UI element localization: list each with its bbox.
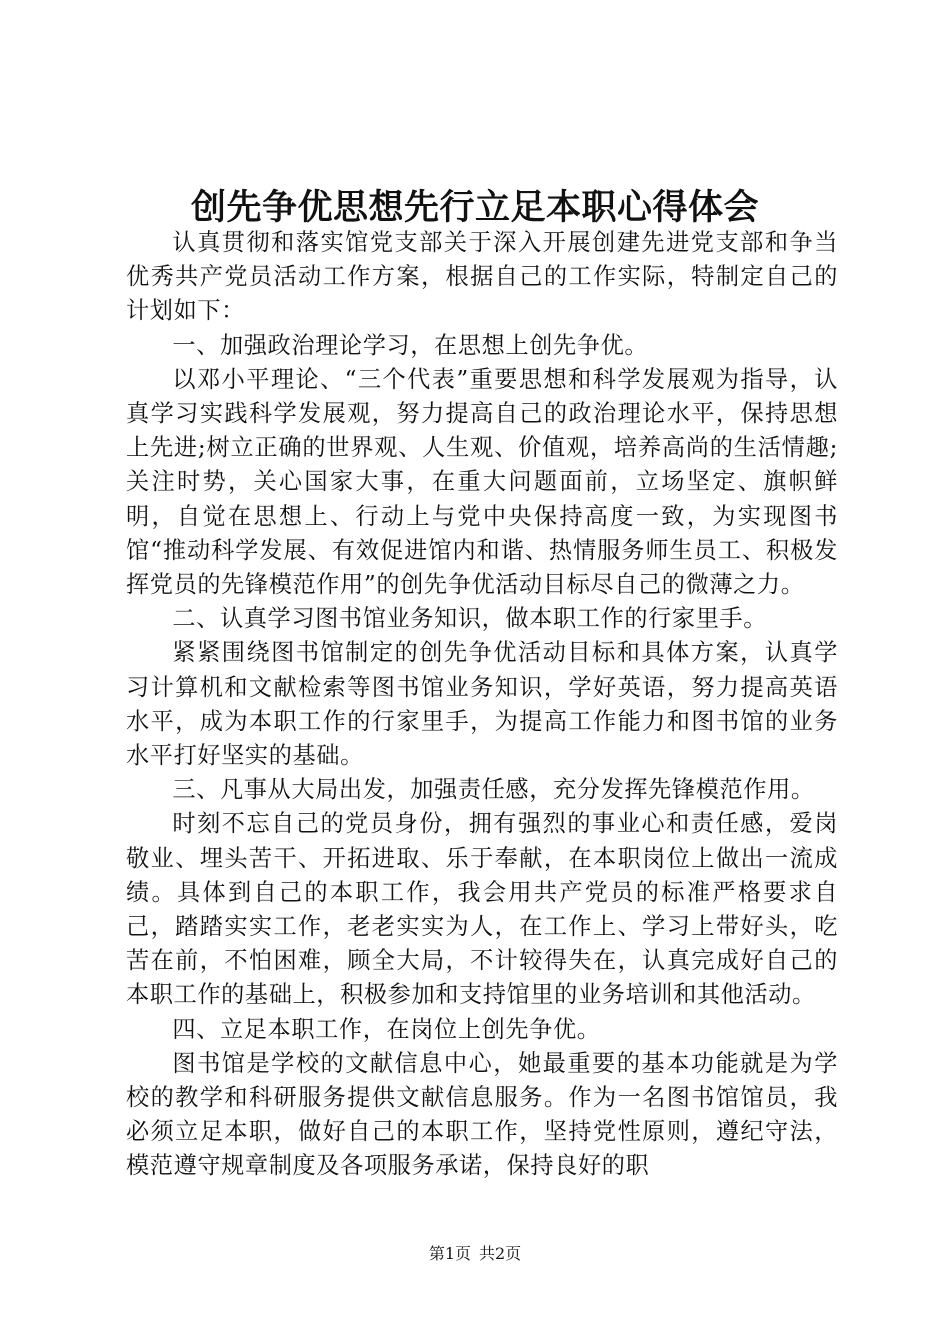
paragraph-section-1: 以邓小平理论、“三个代表”重要思想和科学发展观为指导，认真学习实践科学发展观，努力提高自己的政治理论水平，保持思想上先进;树立正确的世界观、人生观、价值观，培养高尚的生活情趣;关注时势，关心国家大事，在重大问题面前，立场坚定、旗帜鲜明，自觉在思想上、行动上与党中央保持高度一致，为实现图书馆“推动科学发展、有效促进馆内和谐、热情服务师生员工、积极发挥党员的先锋模范作用”的创先争优活动目标尽自己的微薄之力。: [126, 365, 838, 599]
section-heading-4: 四、立足本职工作，在岗位上创先争优。: [172, 1015, 601, 1043]
paragraph-section-2: 紧紧围绕图书馆制定的创先争优活动目标和具体方案，认真学习计算机和文献检索等图书馆业务知识，学好英语，努力提高英语水平，成为本职工作的行家里手，为提高工作能力和图书馆的业务水平打好坚实的基础。: [126, 639, 838, 770]
page-footer: [0, 1243, 950, 1265]
paragraph-section-3: 时刻不忘自己的党员身份，拥有强烈的事业心和责任感，爱岗敬业、埋头苦干、开拓进取、乐于奉献，在本职岗位上做出一流成绩。具体到自己的本职工作，我会用共产党员的标准严格要求自己，踏踏实实工作，老老实实为人，在工作上、学习上带好头，吃苦在前，不怕困难，顾全大局，不计较得失在，认真完成好自己的本职工作的基础上，积极参加和支持馆里的业务培训和其他活动。: [126, 810, 838, 1009]
paragraph-intro: 认真贯彻和落实馆党支部关于深入开展创建先进党支部和争当优秀共产党员活动工作方案，根据自己的工作实际，特制定自己的计划如下：: [126, 229, 838, 325]
paragraph-section-4: 图书馆是学校的文献信息中心，她最重要的基本功能就是为学校的教学和科研服务提供文献信息服务。作为一名图书馆馆员，我必须立足本职，做好自己的本职工作，坚持党性原则，遵纪守法，模范遵守规章制度及各项服务承诺，保持良好的职: [126, 1049, 838, 1180]
document-title: 创先争优思想先行立足本职心得体会: [190, 187, 759, 228]
document-body: [126, 226, 838, 1184]
page-number-current: 第1页: [428, 1244, 471, 1263]
section-heading-1: 一、加强政治理论学习，在思想上创先争优。: [172, 331, 649, 359]
page-number-total: 共2页: [479, 1244, 522, 1263]
section-heading-2: 二、认真学习图书馆业务知识，做本职工作的行家里手。: [172, 605, 768, 633]
section-heading-3: 三、凡事从大局出发，加强责任感，充分发挥先锋模范作用。: [172, 776, 815, 804]
